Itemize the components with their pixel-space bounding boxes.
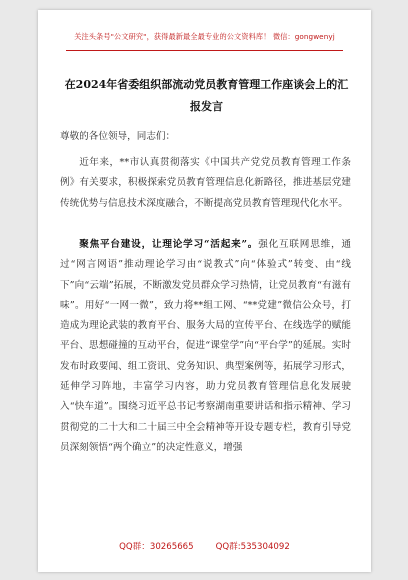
paragraph-2-body: 强化互联网思维，通过“网言网语”推动理论学习由“说教式”向“体验式”转变、由“线下”向“云端”拓展，不断激发党员群众学习热情，让党员教育“有滋有味”。用好“一网一微”，致力将**组工网、“**党建”微信公众号，打造成为理论武装的教育平台、服务大局的宣传平台、在线选学的赋能平台、思想碰撞的互动平台，促进“课堂学”向“平台学”的延展。实时发布时政要闻、组工资讯、党务知识、典型案例等，拓展学习形式，延伸学习阵地，丰富学习内容，助力党员教育管理信息化发展驶入“快车道”。围绕习近平总书记考察湖南重要讲话和指示精神、学习贯彻党的二十大和二十届三中全会精神等开设专题专栏，教育引导党员深刻领悟“两个确立”的决定性意义，增强 [60, 239, 351, 453]
greeting-line: 尊敬的各位领导，同志们： [60, 131, 176, 142]
header-promo-text: 关注头条号"公文研究"，获得最新最全最专业的公文资料库！ 微信：gongwenyj [74, 32, 335, 41]
document-page [38, 10, 371, 572]
header-divider [66, 50, 343, 51]
paragraph-2-lead: 聚焦平台建设，让理论学习“活起来”。 [79, 239, 259, 250]
footer-qq-group-1: QQ群：30265665 [119, 542, 194, 552]
paragraph-2 [60, 235, 351, 458]
footer-qq-group-2: QQ群:535304092 [215, 542, 290, 552]
document-title: 在2024年省委组织部流动党员教育管理工作座谈会上的汇报发言 [64, 78, 349, 113]
paragraph-1: 近年来，**市认真贯彻落实《中国共产党党员教育管理工作条例》有关要求，积极探索党员教育管理信息化新路径，推进基层党建传统优势与信息技术深度融合，不断提高党员教育管理现代化水平。 [60, 157, 351, 209]
footer-contact [38, 540, 371, 552]
